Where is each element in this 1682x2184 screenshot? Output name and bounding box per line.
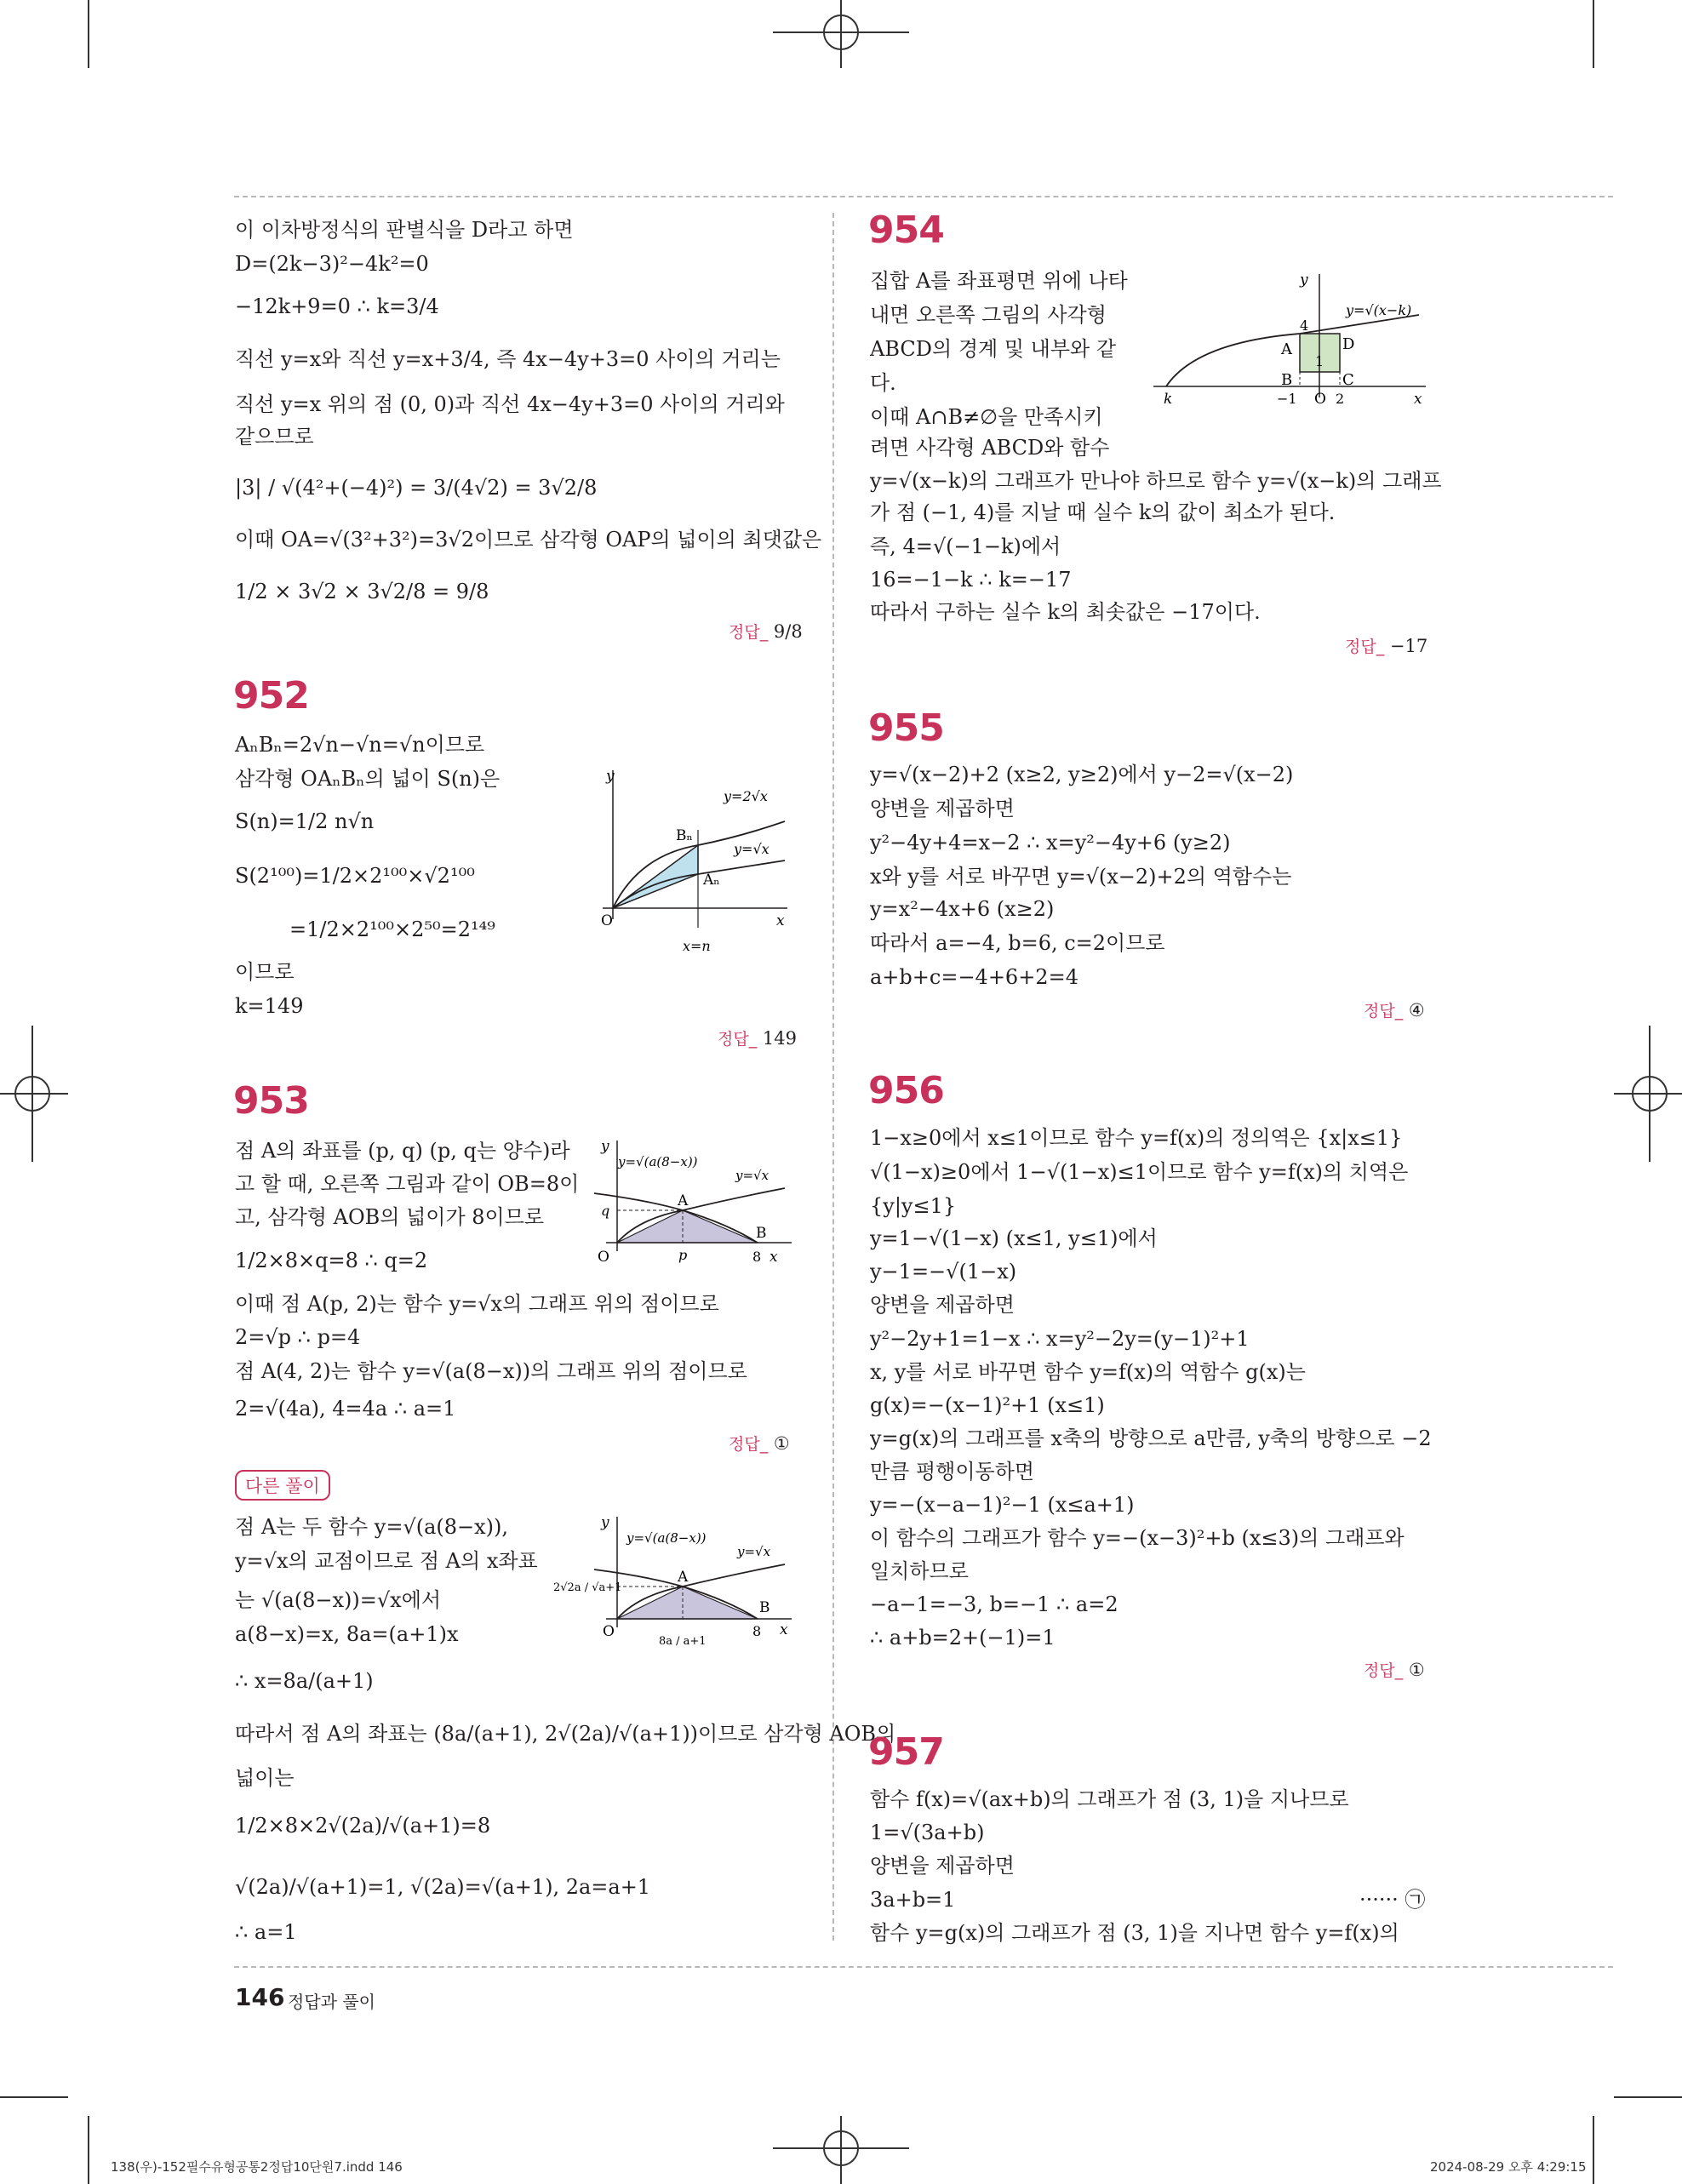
top-divider bbox=[234, 196, 1613, 197]
text-line: S(2¹⁰⁰)=1/2×2¹⁰⁰×√2¹⁰⁰ bbox=[235, 864, 475, 888]
text-line: k=149 bbox=[235, 994, 304, 1018]
curve-sqrt-x-k bbox=[1166, 315, 1419, 386]
answer bbox=[1345, 634, 1427, 657]
text-line: 만큼 평행이동하면 bbox=[870, 1460, 1035, 1484]
answer-value: −17 bbox=[1389, 636, 1428, 656]
text-line: 려면 사각형 ABCD와 함수 bbox=[870, 436, 1110, 460]
registration-mark-bottom bbox=[773, 2116, 909, 2184]
text-line: ABCD의 경계 및 내부와 같 bbox=[870, 337, 1117, 361]
alt-solution-badge: 다른 풀이 bbox=[235, 1470, 330, 1501]
text-line: |3| / √(4²+(−4)²) = 3/(4√2) = 3√2/8 bbox=[235, 476, 598, 500]
text-line: 2=√(4a), 4=4a ∴ a=1 bbox=[235, 1397, 456, 1421]
text-line: 양변을 제곱하면 bbox=[870, 1854, 1015, 1878]
y-axis-label: y bbox=[606, 768, 615, 785]
curve-sqrt-x bbox=[613, 860, 785, 908]
answer-value: ① bbox=[1408, 1660, 1425, 1680]
file-name: 138(우)-152필수유형공통2정답10단원7.indd 146 bbox=[111, 2159, 403, 2175]
equation-mark: ······ ㉠ bbox=[1359, 1888, 1426, 1912]
timestamp: 2024-08-29 오후 4:29:15 bbox=[1430, 2159, 1587, 2175]
text-line: 가 점 (−1, 4)를 지날 때 실수 k의 값이 최소가 된다. bbox=[870, 500, 1336, 524]
origin-label: O bbox=[601, 912, 613, 929]
text-line: =1/2×2¹⁰⁰×2⁵⁰=2¹⁴⁹ bbox=[289, 918, 495, 941]
answer-label: 정답_ bbox=[1364, 1002, 1404, 1021]
tick-label: 2√2a / √a+1 bbox=[553, 1581, 622, 1594]
text-line: y=√(x−2)+2 (x≥2, y≥2)에서 y−2=√(x−2) bbox=[870, 763, 1294, 786]
answer-value: ④ bbox=[1408, 1000, 1425, 1021]
graph-954 bbox=[1145, 266, 1434, 410]
tick-label: 8 bbox=[752, 1249, 762, 1265]
graph-953-alt bbox=[553, 1508, 800, 1661]
problem-number: 955 bbox=[868, 706, 944, 750]
text-line: y=√(x−k)의 그래프가 만나야 하므로 함수 y=√(x−k)의 그래프 bbox=[870, 469, 1442, 493]
text-line: 양변을 제곱하면 bbox=[870, 1293, 1015, 1317]
text-line: 이 이차방정식의 판별식을 D라고 하면 bbox=[235, 218, 574, 242]
text-line: 는 √(a(8−x))=√x에서 bbox=[235, 1588, 442, 1612]
answer-label: 정답_ bbox=[729, 1435, 769, 1454]
text-line: 함수 f(x)=√(ax+b)의 그래프가 점 (3, 1)을 지나므로 bbox=[870, 1787, 1349, 1811]
text-line: 점 A는 두 함수 y=√(a(8−x)), bbox=[235, 1515, 509, 1539]
text-line: 즉, 4=√(−1−k)에서 bbox=[870, 535, 1061, 558]
crop-mark bbox=[0, 2096, 68, 2098]
text-line: 다. bbox=[870, 371, 896, 395]
text-line: 직선 y=x 위의 점 (0, 0)과 직선 4x−4y+3=0 사이의 거리와 bbox=[235, 392, 785, 416]
text-line: y=−(x−a−1)²−1 (x≤a+1) bbox=[870, 1493, 1135, 1517]
text-line: 양변을 제곱하면 bbox=[870, 797, 1015, 820]
text-line: −12k+9=0 ∴ k=3/4 bbox=[235, 294, 439, 318]
text-line: y=√x의 교점이므로 점 A의 x좌표 bbox=[235, 1549, 538, 1573]
text-line: √(2a)/√(a+1)=1, √(2a)=√(a+1), 2a=a+1 bbox=[235, 1875, 651, 1899]
tick-label: −1 bbox=[1277, 391, 1297, 407]
crop-mark bbox=[88, 2116, 89, 2184]
text-line: ∴ x=8a/(a+1) bbox=[235, 1669, 374, 1693]
text-line: 1/2 × 3√2 × 3√2/8 = 9/8 bbox=[235, 580, 489, 603]
column-divider bbox=[832, 213, 834, 1941]
answer bbox=[729, 1432, 790, 1455]
text-line: ∴ a+b=2+(−1)=1 bbox=[870, 1626, 1056, 1649]
point-label: A bbox=[678, 1192, 689, 1209]
answer-label: 정답_ bbox=[1364, 1661, 1404, 1680]
curve-label: y=√x bbox=[735, 1168, 769, 1183]
tick-label: 4 bbox=[1300, 317, 1309, 334]
curve-label: y=√x bbox=[737, 1544, 771, 1559]
text-line: 일치하므로 bbox=[870, 1559, 969, 1583]
point-label: Aₙ bbox=[703, 872, 720, 889]
y-axis-label: y bbox=[601, 1514, 609, 1531]
text-line: S(n)=1/2 n√n bbox=[235, 809, 375, 833]
tick-label: p bbox=[678, 1247, 688, 1263]
text-line: 2=√p ∴ p=4 bbox=[235, 1325, 361, 1349]
text-line: 3a+b=1 bbox=[870, 1888, 956, 1912]
line-label: x=n bbox=[683, 938, 711, 954]
text-line: 16=−1−k ∴ k=−17 bbox=[870, 568, 1072, 592]
registration-mark-left bbox=[0, 1026, 68, 1162]
text-line: 따라서 구하는 실수 k의 최솟값은 −17이다. bbox=[870, 600, 1261, 624]
point-label: B bbox=[756, 1225, 767, 1242]
problem-number: 952 bbox=[233, 674, 309, 718]
tick-label: q bbox=[601, 1203, 610, 1219]
text-line: 이 함수의 그래프가 함수 y=−(x−3)²+b (x≤3)의 그래프와 bbox=[870, 1526, 1405, 1550]
text-line: 같으므로 bbox=[235, 425, 314, 449]
point-label: B bbox=[759, 1599, 770, 1616]
answer bbox=[729, 620, 803, 643]
origin-label: O bbox=[598, 1249, 609, 1266]
text-line: 점 A(4, 2)는 함수 y=√(a(8−x))의 그래프 위의 점이므로 bbox=[235, 1359, 747, 1383]
text-line: g(x)=−(x−1)²+1 (x≤1) bbox=[870, 1393, 1105, 1417]
text-line: 집합 A를 좌표평면 위에 나타 bbox=[870, 269, 1128, 293]
tick-label: 8 bbox=[752, 1623, 762, 1639]
text-line: 고, 삼각형 AOB의 넓이가 8이므로 bbox=[235, 1205, 545, 1229]
text-line: 직선 y=x와 직선 y=x+3/4, 즉 4x−4y+3=0 사이의 거리는 bbox=[235, 347, 781, 371]
text-line: 따라서 a=−4, b=6, c=2이므로 bbox=[870, 931, 1165, 955]
x-axis-label: x bbox=[769, 1249, 778, 1266]
text-line: 삼각형 OAₙBₙ의 넓이 S(n)은 bbox=[235, 767, 501, 791]
origin-label: O bbox=[1314, 391, 1326, 408]
text-line: 이때 점 A(p, 2)는 함수 y=√x의 그래프 위의 점이므로 bbox=[235, 1292, 719, 1316]
point-label: D bbox=[1342, 335, 1355, 353]
graph-953 bbox=[587, 1132, 800, 1268]
problem-number: 957 bbox=[868, 1730, 944, 1774]
answer bbox=[718, 1026, 797, 1049]
origin-label: O bbox=[603, 1623, 615, 1640]
text-line: −a−1=−3, b=−1 ∴ a=2 bbox=[870, 1592, 1118, 1616]
text-line: 이때 OA=√(3²+3²)=3√2이므로 삼각형 OAP의 넓이의 최댓값은 bbox=[235, 528, 822, 552]
y-axis-label: y bbox=[1300, 272, 1308, 289]
text-line: 1/2×8×q=8 ∴ q=2 bbox=[235, 1249, 428, 1272]
tick-label: k bbox=[1164, 391, 1173, 408]
text-line: y=g(x)의 그래프를 x축의 방향으로 a만큼, y축의 방향으로 −2 bbox=[870, 1426, 1432, 1450]
point-label: A bbox=[1281, 340, 1292, 358]
text-line: √(1−x)≥0에서 1−√(1−x)≤1이므로 함수 y=f(x)의 치역은 bbox=[870, 1160, 1409, 1184]
text-line: y=x²−4x+6 (x≥2) bbox=[870, 897, 1055, 921]
text-line: 내면 오른쪽 그림의 사각형 bbox=[870, 303, 1107, 327]
answer bbox=[1364, 1658, 1425, 1681]
answer-label: 정답_ bbox=[1345, 637, 1385, 656]
text-line: x, y를 서로 바꾸면 함수 y=f(x)의 역함수 g(x)는 bbox=[870, 1360, 1306, 1384]
tick-label: 8a / a+1 bbox=[659, 1635, 707, 1648]
x-axis-label: x bbox=[776, 912, 785, 929]
problem-number: 954 bbox=[868, 209, 944, 252]
page-number: 146 bbox=[235, 1983, 285, 2011]
text-line: {y|y≤1} bbox=[870, 1194, 957, 1218]
text-line: 1−x≥0에서 x≤1이므로 함수 y=f(x)의 정의역은 {x|x≤1} bbox=[870, 1126, 1403, 1150]
answer-value: ① bbox=[773, 1433, 790, 1454]
problem-number: 956 bbox=[868, 1069, 944, 1112]
text-line: y−1=−√(1−x) bbox=[870, 1260, 1017, 1284]
text-line: 함수 y=g(x)의 그래프가 점 (3, 1)을 지나면 함수 y=f(x)의 bbox=[870, 1921, 1399, 1945]
text-line: 따라서 점 A의 좌표는 (8a/(a+1), 2√(2a)/√(a+1))이므로 삼각형 AOB의 bbox=[235, 1722, 896, 1746]
point-label: B bbox=[1281, 371, 1293, 389]
text-line: y²−4y+4=x−2 ∴ x=y²−4y+6 (y≥2) bbox=[870, 831, 1231, 855]
tick-label: 2 bbox=[1336, 391, 1345, 407]
curve-label: y=2√x bbox=[724, 788, 768, 804]
text-line: AₙBₙ=2√n−√n=√n이므로 bbox=[235, 733, 485, 757]
text-line: 1=√(3a+b) bbox=[870, 1821, 985, 1844]
x-axis-label: x bbox=[1414, 391, 1422, 408]
registration-mark-top bbox=[773, 0, 909, 68]
text-line: ∴ a=1 bbox=[235, 1920, 297, 1944]
point-label: Bₙ bbox=[676, 827, 693, 844]
curve-label: y=√x bbox=[734, 841, 769, 857]
answer-value: 9/8 bbox=[773, 621, 803, 642]
text-line: a(8−x)=x, 8a=(a+1)x bbox=[235, 1622, 459, 1646]
curve-label: y=√(a(8−x)) bbox=[618, 1154, 698, 1169]
text-line: y=1−√(1−x) (x≤1, y≤1)에서 bbox=[870, 1226, 1158, 1250]
bottom-divider bbox=[234, 1966, 1613, 1968]
curve-label: y=√(a(8−x)) bbox=[626, 1530, 707, 1546]
text-line: 점 A의 좌표를 (p, q) (p, q는 양수)라 bbox=[235, 1139, 570, 1163]
text-line: y²−2y+1=1−x ∴ x=y²−2y=(y−1)²+1 bbox=[870, 1327, 1250, 1351]
crop-mark bbox=[1593, 2116, 1594, 2184]
answer-label: 정답_ bbox=[729, 623, 769, 642]
answer bbox=[1364, 998, 1425, 1021]
crop-mark bbox=[88, 0, 89, 68]
text-line: 넓이는 bbox=[235, 1766, 295, 1790]
tick-label: 1 bbox=[1315, 353, 1324, 369]
crop-mark bbox=[1593, 0, 1594, 68]
text-line: x와 y를 서로 바꾸면 y=√(x−2)+2의 역함수는 bbox=[870, 865, 1292, 889]
answer-value: 149 bbox=[762, 1028, 797, 1049]
x-axis-label: x bbox=[780, 1621, 788, 1638]
page-section-title: 정답과 풀이 bbox=[288, 1992, 375, 2012]
point-label: A bbox=[678, 1569, 689, 1586]
text-line: 1/2×8×2√(2a)/√(a+1)=8 bbox=[235, 1814, 491, 1838]
problem-number: 953 bbox=[233, 1079, 309, 1123]
graph-952 bbox=[587, 762, 800, 958]
text-line: 고 할 때, 오른쪽 그림과 같이 OB=8이 bbox=[235, 1172, 580, 1196]
crop-mark bbox=[1614, 2096, 1682, 2098]
answer-label: 정답_ bbox=[718, 1030, 758, 1049]
text-line: a+b+c=−4+6+2=4 bbox=[870, 965, 1078, 989]
curve-label: y=√(x−k) bbox=[1346, 302, 1412, 318]
text-line: 이므로 bbox=[235, 960, 295, 984]
registration-mark-right bbox=[1614, 1026, 1682, 1162]
y-axis-label: y bbox=[601, 1138, 609, 1155]
text-line: D=(2k−3)²−4k²=0 bbox=[235, 252, 429, 276]
text-line: 이때 A∩B≠∅을 만족시키 bbox=[870, 405, 1103, 429]
point-label: C bbox=[1342, 371, 1354, 389]
